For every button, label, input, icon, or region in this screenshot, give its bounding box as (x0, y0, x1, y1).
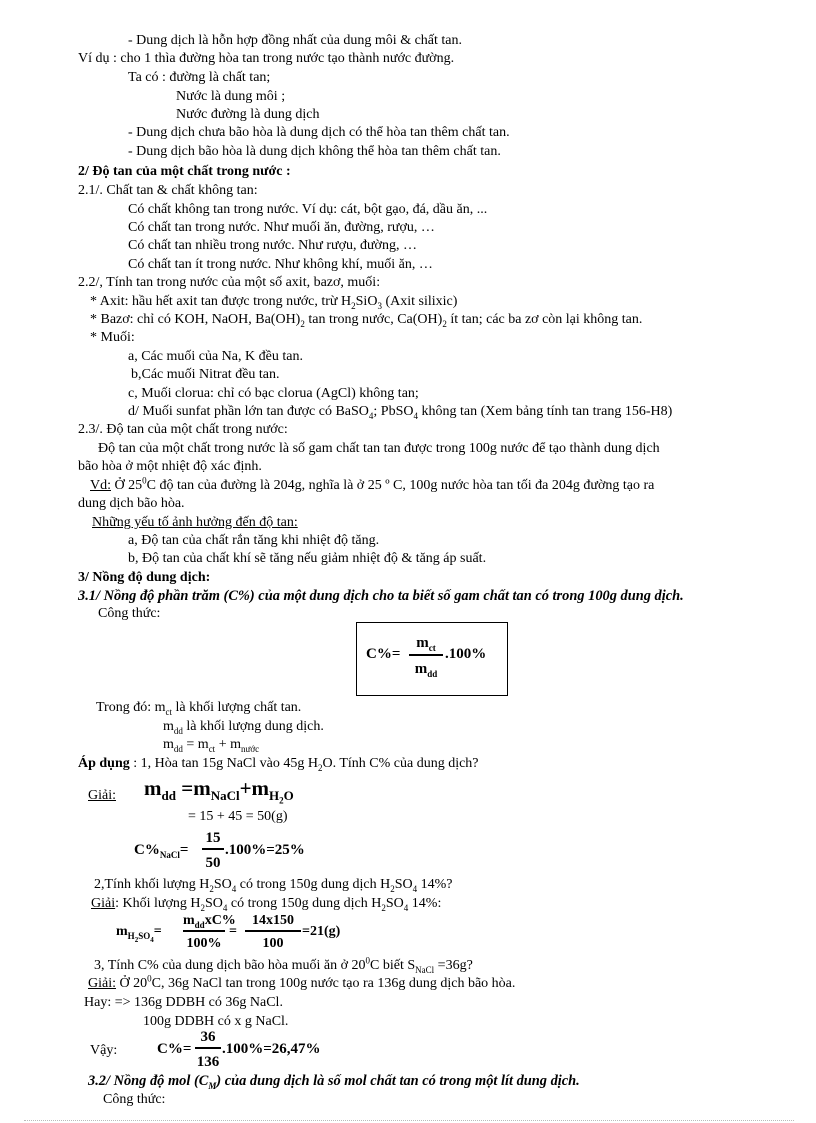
formula-m2-eq: = (229, 924, 237, 939)
text-line: Có chất tan ít trong nước. Như không khí, muối ăn, … (128, 257, 433, 272)
text-line: Những yếu tố ảnh hưởng đến độ tan: (92, 515, 298, 530)
text-line: Công thức: (103, 1092, 166, 1107)
text-line: - Dung dịch là hỗn hợp đồng nhất của dung môi & chất tan. (128, 33, 463, 48)
formula-m2-numerator: $m_{dd}xC\%$ (183, 912, 225, 932)
page-bottom-border (24, 1120, 794, 1121)
formula-c1-left: $C\%_{NaCl}=$ (134, 842, 189, 860)
formula-c3-right: .100%=26,47% (222, 1041, 321, 1057)
text-line: * Bazơ: chỉ có KOH, NaOH, $Ba(OH)_2$ tan trong nước, $Ca(OH)_2$ ít tan; các ba zơ còn lại không tan. (90, 312, 643, 329)
section-heading: 3/ Nồng độ dung dịch: (78, 570, 211, 585)
formula-c3-denominator: 136 (196, 1054, 220, 1070)
formula-m2-left: $m_{H_2SO_4}=$ (116, 924, 162, 944)
text-line: $m_{dd} = m_{ct} + m_{nước}$ (163, 737, 260, 754)
text-line: Giải: Ở $20^0C$, 36g NaCl tan trong 100g nước tạo ra 136g dung dịch bão hòa. (88, 973, 516, 991)
solution-label: Giải: (88, 788, 116, 803)
text-line: Nước là dung môi ; (176, 89, 286, 104)
text-line: b, Độ tan của chất khí sẽ tăng nếu giảm nhiệt độ & tăng áp suất. (128, 551, 487, 566)
text-line: a, Độ tan của chất rắn tăng khi nhiệt độ tăng. (128, 533, 380, 548)
text-line: $m_{dd}$ là khối lượng dung dịch. (163, 719, 324, 736)
subsection-heading: 2.1/. Chất tan & chất không tan: (78, 183, 258, 198)
text-line: - Dung dịch chưa bão hòa là dung dịch có thể hòa tan thêm chất tan. (128, 125, 510, 140)
formula-mdd: $m_{dd} =m_{NaCl}+m_{H_2O}$ (144, 776, 294, 806)
formula-c3-left: C%= (157, 1041, 192, 1057)
text-line: Vậy: (90, 1043, 118, 1058)
text-line: Công thức: (98, 606, 161, 621)
text-line: = 15 + 45 = 50(g) (188, 809, 288, 824)
text-line: Có chất không tan trong nước. Ví dụ: cát, bột gạo, đá, dầu ăn, ... (128, 202, 488, 217)
subsection-heading: 2.3/. Độ tan của một chất trong nước: (78, 422, 288, 437)
text-line: Ví dụ : cho 1 thìa đường hòa tan trong nước tạo thành nước đường. (78, 51, 455, 66)
text-line: c, Muối clorua: chỉ có bạc clorua (AgCl) không tan; (128, 386, 419, 401)
text-line: 100g DDBH có x g NaCl. (143, 1014, 289, 1029)
text-line: Ta có : đường là chất tan; (128, 70, 271, 85)
formula-c1-numerator: 15 (202, 828, 224, 850)
subsection-heading: 2.2/, Tính tan trong nước của một số axit, bazơ, muối: (78, 275, 381, 290)
text-line: * Axit: hầu hết axit tan được trong nước, trừ $H_2SiO_3$ (Axit silixic) (90, 294, 458, 311)
formula-cpercent-denominator: $m_{dd}$ (414, 661, 438, 679)
text-line: bão hòa ở một nhiệt độ xác định. (78, 459, 262, 474)
formula-m2-denominator: 100% (186, 936, 222, 951)
text-line: Giải: Khối lượng $H_2SO_4$ có trong 150g dung dịch $H_2SO_4$ 14%: (91, 896, 442, 913)
text-line: 2,Tính khối lượng $H_2SO_4$ có trong 150g dung dịch $H_2SO_4$ 14%? (94, 877, 453, 894)
formula-m2-numerator2: 14x150 (245, 912, 301, 932)
text-line: d/ Muối sunfat phần lớn tan được có BaSO$_4$; PbSO$_4$ không tan (Xem bảng tính tan trang 156-H8) (128, 404, 673, 421)
text-line: a, Các muối của Na, K đều tan. (128, 349, 303, 364)
formula-cpercent-left: C%= (366, 646, 401, 662)
text-line: Áp dụng : 1, Hòa tan 15g NaCl vào 45g $H_2O$. Tính C% của dung dịch? (78, 756, 479, 773)
formula-c3-numerator: 36 (195, 1027, 221, 1049)
section-heading: 2/ Độ tan của một chất trong nước : (78, 164, 291, 179)
formula-cpercent-numerator: $m_{ct}$ (409, 632, 443, 656)
text-line: Có chất tan nhiều trong nước. Như rượu, đường, … (128, 238, 417, 253)
formula-m2-denominator2: 100 (262, 936, 284, 951)
text-line: Trong đó: $m_{ct}$ là khối lượng chất tan. (96, 700, 302, 717)
text-line: * Muối: (90, 330, 135, 345)
text-line: Có chất tan trong nước. Như muối ăn, đường, rượu, … (128, 220, 435, 235)
formula-c1-denominator: 50 (205, 855, 221, 871)
formula-c1-right: .100%=25% (225, 842, 305, 858)
text-line: dung dịch bão hòa. (78, 496, 185, 511)
subsection-heading: 3.2/ Nồng độ mol $(C_M)$ của dung dịch là số mol chất tan có trong một lít dung dịch. (88, 1073, 580, 1091)
text-line: Vd: Ở $25^0C$ độ tan của đường là 204g, nghĩa là ở 25 º C, 100g nước hòa tan tối đa 204g đường tạo ra (90, 475, 655, 493)
text-line: - Dung dịch bão hòa là dung dịch không thể hòa tan thêm chất tan. (128, 144, 501, 159)
text-line: Nước đường là dung dịch (176, 107, 320, 122)
formula-m2-right: =21(g) (302, 924, 341, 939)
text-line: Hay: => 136g DDBH có 36g NaCl. (84, 995, 283, 1010)
subsection-heading: 3.1/ Nồng độ phần trăm (C%) của một dung dịch cho ta biết số gam chất tan có trong 100g dung dịch. (78, 588, 684, 604)
text-line: b,Các muối Nitrat đều tan. (131, 367, 280, 382)
formula-cpercent-right: .100% (445, 646, 487, 662)
text-line: 3, Tính C% của dung dịch bão hòa muối ăn ở $20^0C$ biết $S_{NaCl} =36g$? (94, 955, 473, 975)
text-line: Độ tan của một chất trong nước là số gam chất tan tan được trong 100g nước để tạo thành dung dịch (98, 441, 660, 456)
